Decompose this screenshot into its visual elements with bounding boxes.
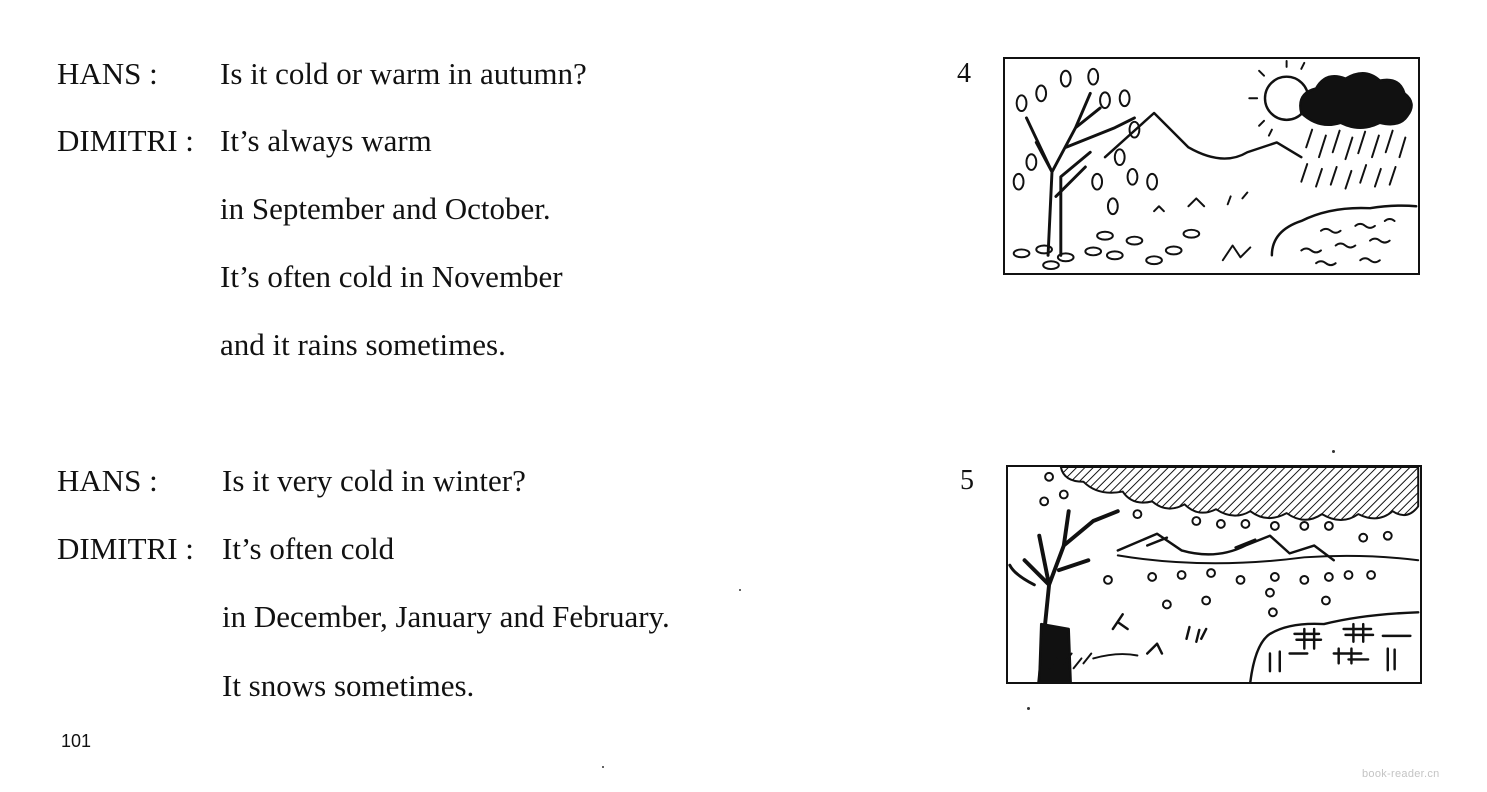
page-number: 101 <box>61 731 92 751</box>
answer-winter-line-2: in December, January and February. <box>222 599 670 634</box>
scan-speck <box>1027 707 1030 710</box>
watermark: book-reader.cn <box>1362 768 1440 780</box>
winter-landscape-illustration <box>1006 465 1422 684</box>
illustration-number-4: 4 <box>957 58 971 89</box>
speaker-dimitri-winter: DIMITRI : <box>57 531 194 566</box>
question-winter: Is it very cold in winter? <box>222 463 526 498</box>
answer-autumn-line-4: and it rains sometimes. <box>220 327 506 362</box>
scan-speck <box>1332 450 1335 453</box>
answer-autumn-line-2: in September and October. <box>220 191 551 226</box>
question-autumn: Is it cold or warm in autumn? <box>220 56 587 91</box>
scan-speck <box>602 766 604 768</box>
scan-speck <box>739 589 741 591</box>
speaker-hans-winter: HANS : <box>57 463 158 498</box>
answer-winter-line-3: It snows sometimes. <box>222 668 475 703</box>
speaker-hans-autumn: HANS : <box>57 56 158 91</box>
answer-autumn-line-3: It’s often cold in November <box>220 259 563 294</box>
illustration-number-5: 5 <box>960 465 974 496</box>
answer-winter-line-1: It’s often cold <box>222 531 395 566</box>
answer-autumn-line-1: It’s always warm <box>220 123 432 158</box>
speaker-dimitri-autumn: DIMITRI : <box>57 123 194 158</box>
autumn-landscape-illustration <box>1003 57 1420 275</box>
